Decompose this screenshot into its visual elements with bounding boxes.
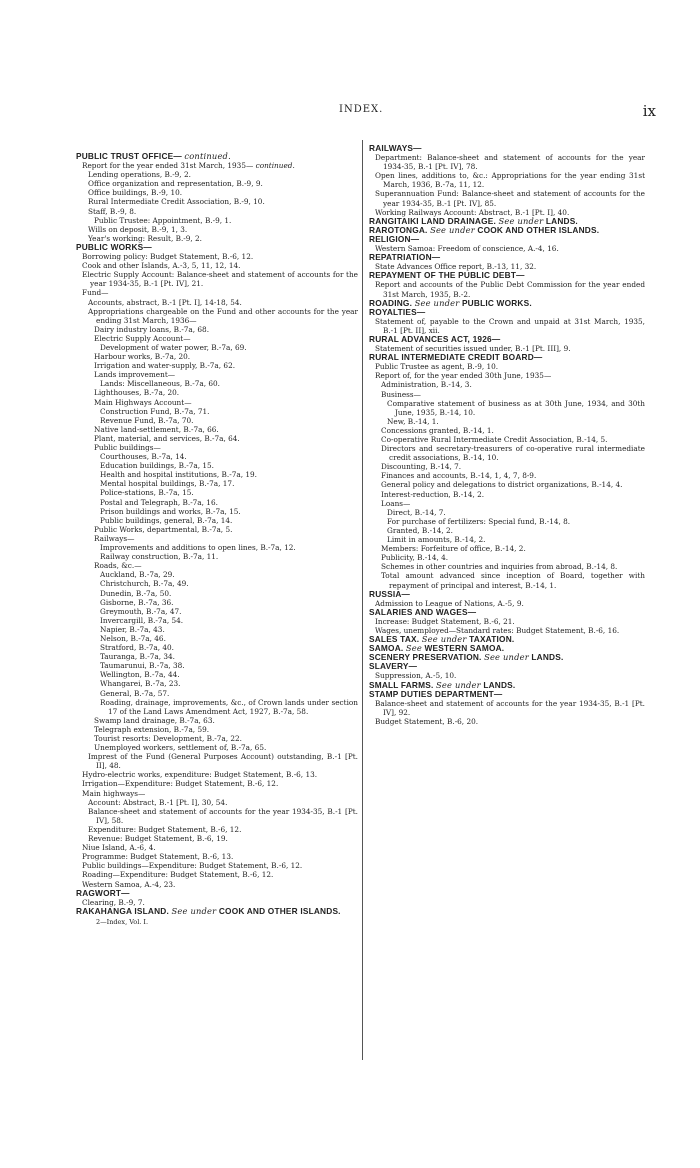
entry-text: Total amount advanced since inception of Board, together with repayment of principal and interest, B.-14, 1. (381, 571, 645, 590)
index-entry (76, 188, 358, 197)
see-reference-label: See under (484, 652, 529, 663)
index-entry (76, 852, 358, 861)
index-entry (76, 270, 358, 288)
entry-text: Office buildings, B.-9, 10. (88, 188, 183, 198)
entry-text: Comparative statement of business as at 30th June, 1934, and 30th June, 1935, B.-14, 10. (387, 398, 645, 417)
cross-reference: COOK AND OTHER ISLANDS. (218, 905, 341, 916)
entry-text: SCENERY PRESERVATION. (369, 652, 482, 663)
index-entry (76, 507, 358, 516)
entry-text: RURAL ADVANCES ACT, 1926— (369, 333, 501, 344)
entry-text: Report for the year ended 31st March, 1935— (82, 161, 254, 171)
index-entry (369, 171, 645, 189)
index-heading (369, 144, 645, 153)
entry-text: Dairy industry loans, B.-7a, 68. (94, 324, 210, 334)
entry-text: Native land-settlement, B.-7a, 66. (94, 424, 219, 434)
index-entry (76, 589, 358, 598)
entry-text: Administration, B.-14, 3. (381, 380, 472, 390)
footer-note: 2—Index, Vol. I. (96, 917, 149, 926)
index-entry (369, 380, 645, 389)
entry-text: Wellington, B.-7a, 44. (100, 670, 180, 680)
entry-text: Telegraph extension, B.-7a, 59. (94, 724, 210, 734)
index-entry (369, 435, 645, 444)
entry-text: Dunedin, B.-7a, 50. (100, 588, 172, 598)
page-number: ix (642, 102, 656, 120)
entry-text: Public Trustee: Appointment, B.-9, 1. (94, 215, 232, 225)
index-entry (76, 579, 358, 588)
index-entry (76, 179, 358, 188)
index-entry (76, 388, 358, 397)
entry-text: Co-operative Rural Intermediate Credit Association, B.-14, 5. (381, 435, 608, 444)
entry-text: Postal and Telegraph, B.-7a, 16. (100, 497, 218, 507)
index-entry (76, 625, 358, 634)
index-heading (76, 152, 358, 161)
entry-text: RAGWORT— (76, 887, 130, 898)
index-entry (76, 452, 358, 461)
entry-text: For purchase of fertilizers: Special fund, B.-14, 8. (387, 516, 571, 526)
index-entry (76, 298, 358, 307)
index-entry (76, 661, 358, 670)
entry-text: Concessions granted, B.-14, 1. (381, 425, 494, 435)
index-entry (369, 444, 645, 462)
entry-text: Finances and accounts, B.-14, 1, 4, 7, 8-9. (381, 471, 537, 481)
index-entry (76, 443, 358, 452)
entry-text: Report of, for the year ended 30th June, 1935— (375, 371, 552, 381)
index-entry (369, 544, 645, 553)
entry-text: RAROTONGA. (369, 224, 428, 235)
entry-text: Revenue Fund, B.-7a, 70. (100, 415, 194, 425)
index-entry (76, 398, 358, 407)
index-entry (369, 417, 645, 426)
entry-text: Main Highways Account— (94, 397, 192, 407)
index-entry (76, 870, 358, 879)
entry-text: PUBLIC WORKS— (76, 241, 152, 252)
entry-text: Balance-sheet and statement of accounts for the year 1934-35, B.-1 [Pt. IV], 92. (375, 698, 645, 717)
entry-text: Public buildings—Expenditure: Budget Statement, B.-6, 12. (82, 861, 303, 871)
cross-reference: COOK AND OTHER ISLANDS. (477, 224, 600, 235)
entry-text: Lending operations, B.-9, 2. (88, 170, 191, 180)
index-entry (76, 498, 358, 507)
index-entry (369, 471, 645, 480)
index-entry (369, 426, 645, 435)
index-entry (76, 825, 358, 834)
entry-text: Superannuation Fund: Balance-sheet and statement of accounts for the year 1934-35, B.-1 [Pt. IV], 85. (375, 189, 645, 208)
page-title: INDEX. (339, 104, 384, 115)
entry-text: Rural Intermediate Credit Association, B.-9, 10. (88, 197, 265, 207)
cross-reference: LANDS. (531, 652, 564, 663)
index-entry (76, 216, 358, 225)
index-entry (369, 462, 645, 471)
index-entry (76, 752, 358, 770)
entry-text: Improvements and additions to open lines, B.-7a, 12. (100, 543, 296, 553)
index-entry (76, 643, 358, 652)
entry-text: Unemployed workers, settlement of, B.-7a, 65. (94, 743, 267, 753)
entry-text: Invercargill, B.-7a, 54. (100, 615, 184, 625)
index-entry (76, 225, 358, 234)
entry-text: Niue Island, A.-6, 4. (82, 843, 156, 853)
index-entry (76, 361, 358, 370)
index-entry (76, 425, 358, 434)
index-heading (369, 608, 645, 617)
index-entry (76, 461, 358, 470)
entry-text: Napier, B.-7a, 43. (100, 624, 165, 634)
entry-text: Report and accounts of the Public Debt Commission for the year ended 31st March, 1935, B.-2. (375, 280, 645, 299)
entry-text: Imprest of the Fund (General Purposes Account) outstanding, B.-1 [Pt. II], 48. (88, 752, 358, 771)
entry-text: PUBLIC TRUST OFFICE— (76, 151, 182, 161)
entry-text: REPAYMENT OF THE PUBLIC DEBT— (369, 270, 525, 281)
entry-text: Greymouth, B.-7a, 47. (100, 606, 182, 616)
index-heading (369, 253, 645, 262)
index-entry (76, 743, 358, 752)
index-entry (76, 488, 358, 497)
entry-text: RUSSIA— (369, 588, 411, 599)
entry-text: STAMP DUTIES DEPARTMENT— (369, 688, 503, 699)
index-entry (369, 717, 645, 726)
index-entry (369, 153, 645, 171)
see-reference-label: See under (430, 224, 475, 235)
entry-text: Swamp land drainage, B.-7a, 63. (94, 715, 215, 725)
entry-text: SLAVERY— (369, 661, 418, 672)
index-entry (76, 434, 358, 443)
entry-text: Budget Statement, B.-6, 20. (375, 716, 479, 726)
entry-text: Publicity, B.-14, 4. (381, 553, 449, 563)
entry-text: SAMOA. (369, 643, 404, 654)
entry-text: Railway construction, B.-7a, 11. (100, 552, 219, 562)
entry-text: Stratford, B.-7a, 40. (100, 643, 174, 653)
entry-text: Western Samoa, A.-4, 23. (82, 879, 176, 889)
cross-reference: WESTERN SAMOA. (424, 643, 505, 654)
index-entry (369, 189, 645, 207)
index-entry (369, 499, 645, 508)
index-entry (76, 807, 358, 825)
entry-text: Health and hospital institutions, B.-7a, 19. (100, 470, 257, 480)
index-entry (76, 470, 358, 479)
index-entry (76, 543, 358, 552)
index-heading (369, 590, 645, 599)
entry-text: Mental hospital buildings, B.-7a, 17. (100, 479, 235, 489)
index-entry (76, 770, 358, 779)
entry-text: Clearing, B.-9, 7. (82, 897, 145, 907)
index-heading (76, 243, 358, 252)
index-entry (76, 834, 358, 843)
entry-text: Directors and secretary-treasurers of co-operative rural intermediate credit associations, B.-14, 10. (381, 444, 645, 463)
index-entry (76, 525, 358, 534)
index-entry (76, 725, 358, 734)
entry-text: Roads, &c.— (94, 561, 142, 571)
entry-text: Members: Forfeiture of office, B.-14, 2. (381, 544, 526, 554)
index-entry (76, 343, 358, 352)
entry-text: Limit in amounts, B.-14, 2. (387, 535, 486, 545)
page-header (0, 80, 700, 120)
entry-text: Tauranga, B.-7a, 34. (100, 652, 175, 662)
index-entry (369, 617, 645, 626)
entry-text: Harbour works, B.-7a, 20. (94, 352, 191, 362)
index-entry (76, 779, 358, 788)
index-entry (369, 399, 645, 417)
index-heading (369, 335, 645, 344)
index-entry (76, 652, 358, 661)
entry-text: State Advances Office report, B.-13, 11, 32. (375, 262, 537, 272)
index-entry (76, 534, 358, 543)
entry-text: Loans— (381, 498, 411, 508)
see-reference-label: See under (498, 215, 544, 226)
index-entry (76, 679, 358, 688)
index-entry (369, 535, 645, 544)
index-entry (369, 553, 645, 562)
see-reference-label: See (405, 643, 423, 654)
index-entry (76, 570, 358, 579)
index-entry (369, 699, 645, 717)
index-entry (76, 607, 358, 616)
entry-text: Main highways— (82, 788, 146, 798)
entry-text: Direct, B.-14, 7. (387, 507, 446, 517)
index-entry (76, 516, 358, 525)
index-entry (76, 170, 358, 179)
entry-text: RAILWAYS— (369, 143, 422, 153)
index-heading (76, 889, 358, 898)
index-heading (369, 271, 645, 280)
entry-text: Programme: Budget Statement, B.-6, 13. (82, 852, 234, 862)
entry-text: Whangarei, B.-7a, 23. (100, 679, 181, 689)
entry-text: Irrigation and water-supply, B.-7a, 62. (94, 361, 236, 371)
entry-text: Admission to League of Nations, A.-5, 9. (375, 598, 524, 608)
entry-text: REPATRIATION— (369, 252, 441, 263)
entry-text: Roading—Expenditure: Budget Statement, B.-6, 12. (82, 870, 274, 880)
entry-text: Public Trustee as agent, B.-9, 10. (375, 362, 499, 372)
entry-text: Public Works, departmental, B.-7a, 5. (94, 524, 233, 534)
see-reference-label: See under (414, 297, 460, 308)
index-entry (369, 562, 645, 571)
entry-text: Business— (381, 389, 421, 399)
entry-text: Borrowing policy: Budget Statement, B.-6, 12. (82, 252, 254, 262)
entry-text: Christchurch, B.-7a, 49. (100, 579, 189, 589)
entry-text: Construction Fund, B.-7a, 71. (100, 406, 210, 416)
cross-reference: LANDS. (545, 215, 578, 226)
index-entry (369, 317, 645, 335)
entry-text: Education buildings, B.-7a, 15. (100, 461, 214, 471)
entry-text: General policy and delegations to district organizations, B.-14, 4. (381, 480, 623, 490)
index-entry (369, 390, 645, 399)
index-heading (369, 235, 645, 244)
entry-text: Expenditure: Budget Statement, B.-6, 12. (88, 824, 242, 834)
entry-text: Revenue: Budget Statement, B.-6, 19. (88, 834, 228, 844)
entry-text: Public buildings, general, B.-7a, 14. (100, 515, 233, 525)
entry-text: Balance-sheet and statement of accounts for the year 1934-35, B.-1 [Pt. IV], 58. (88, 806, 358, 825)
entry-text: Working Railways Account: Abstract, B.-1 [Pt. I], 40. (375, 207, 570, 217)
entry-text: General, B.-7a, 57. (100, 688, 170, 698)
entry-text: Police-stations, B.-7a, 15. (100, 488, 194, 498)
column-divider (362, 140, 363, 1060)
entry-text: Increase: Budget Statement, B.-6, 21. (375, 616, 515, 626)
entry-text: Courthouses, B.-7a, 14. (100, 452, 187, 462)
index-entry (369, 517, 645, 526)
index-entry (76, 334, 358, 343)
entry-text: Plant, material, and services, B.-7a, 64. (94, 433, 240, 443)
entry-text: Staff, B.-9, 8. (88, 206, 137, 216)
entry-text: Year's working: Result, B.-9, 2. (88, 233, 202, 243)
entry-text: RAKAHANGA ISLAND. (76, 905, 169, 916)
index-entry (76, 288, 358, 297)
entry-text: Wills on deposit, B.-9, 1, 3. (88, 224, 188, 234)
entry-text: Electric Supply Account: Balance-sheet and statement of accounts for the year 1934-35, B.-1 [Pt. IV], 21. (82, 270, 358, 289)
entry-text: Nelson, B.-7a, 46. (100, 633, 166, 643)
entry-text: Granted, B.-14, 2. (387, 525, 453, 535)
entry-text: Cook and other Islands, A.-3, 5, 11, 12, 14. (82, 261, 241, 271)
index-entry (76, 416, 358, 425)
index-entry (76, 561, 358, 570)
right-column (369, 144, 645, 726)
entry-text: Wages, unemployed—Standard rates: Budget Statement, B.-6, 16. (375, 625, 620, 635)
index-entry (76, 307, 358, 325)
entry-text: Auckland, B.-7a, 29. (100, 570, 175, 580)
entry-text: New, B.-14, 1. (387, 416, 439, 426)
index-entry (76, 325, 358, 334)
entry-text: Lands improvement— (94, 370, 176, 380)
entry-text: RANGITAIKI LAND DRAINAGE. (369, 215, 496, 226)
index-entry (369, 362, 645, 371)
index-entry (76, 197, 358, 206)
entry-text: ROYALTIES— (369, 306, 426, 317)
index-entry (76, 734, 358, 743)
index-entry (76, 789, 358, 798)
entry-text: Statement of securities issued under, B.-1 [Pt. III], 9. (375, 344, 571, 354)
entry-text: SALARIES AND WAGES— (369, 606, 477, 617)
continued-note: continued. (184, 151, 231, 161)
entry-text: Office organization and representation, B.-9, 9. (88, 179, 263, 189)
index-entry (369, 280, 645, 298)
index-entry (369, 490, 645, 499)
index-heading (369, 308, 645, 317)
index-entry (76, 352, 358, 361)
entry-text: Appropriations chargeable on the Fund and other accounts for the year ending 31st March, 1936— (88, 306, 358, 325)
entry-text: Railways— (94, 533, 135, 543)
entry-text: Roading, drainage, improvements, &c., of Crown lands under section 17 of the Land Laws Amendment Act, 1927, B.-7a, 58. (100, 697, 358, 716)
index-entry (76, 798, 358, 807)
entry-text: SALES TAX. (369, 634, 420, 645)
index-entry (76, 843, 358, 852)
index-entry (369, 371, 645, 380)
entry-text: Irrigation—Expenditure: Budget Statement, B.-6, 12. (82, 779, 279, 789)
entry-text: Development of water power, B.-7a, 69. (100, 342, 247, 352)
left-column (76, 152, 358, 927)
index-entry (76, 407, 358, 416)
index-entry (76, 634, 358, 643)
index-entry (76, 616, 358, 625)
index-entry (76, 689, 358, 698)
index-heading (369, 690, 645, 699)
entry-text: ROADING. (369, 297, 413, 308)
index-entry (76, 161, 358, 170)
entry-text: Account: Abstract, B.-1 [Pt. I], 30, 54. (88, 797, 228, 807)
entry-text: Taumarunui, B.-7a, 38. (100, 661, 185, 671)
entry-text: Electric Supply Account— (94, 333, 191, 343)
see-reference-label: See under (421, 634, 467, 645)
entry-text: Open lines, additions to, &c.: Appropriations for the year ending 31st March, 1936, B.-7a, 11, 12. (375, 171, 645, 190)
index-entry (76, 698, 358, 716)
cross-reference: LANDS. (483, 679, 516, 690)
entry-text: Lighthouses, B.-7a, 20. (94, 388, 180, 398)
entry-text: Hydro-electric works, expenditure: Budget Statement, B.-6, 13. (82, 770, 318, 780)
entry-text: Suppression, A.-5, 10. (375, 671, 457, 681)
index-entry (369, 571, 645, 589)
entry-text: Western Samoa: Freedom of conscience, A.-4, 16. (375, 244, 559, 254)
entry-text: RURAL INTERMEDIATE CREDIT BOARD— (369, 352, 543, 363)
index-heading (369, 353, 645, 362)
index-entry (76, 552, 358, 561)
entry-text: Statement of, payable to the Crown and unpaid at 31st March, 1935, B.-1 [Pt. II], xii. (375, 316, 645, 335)
cross-reference: TAXATION. (469, 634, 515, 645)
index-entry (76, 261, 358, 270)
continued-note: continued. (255, 161, 295, 171)
entry-text: SMALL FARMS. (369, 679, 434, 690)
entry-text: Schemes in other countries and inquiries from abroad, B.-14, 8. (381, 562, 618, 572)
entry-text: Lands: Miscellaneous, B.-7a, 60. (100, 379, 220, 389)
entry-text: RELIGION— (369, 233, 420, 244)
index-entry (76, 670, 358, 679)
index-entry (369, 526, 645, 535)
index-entry (76, 370, 358, 379)
index-entry (76, 861, 358, 870)
entry-text: Discounting, B.-14, 7. (381, 462, 462, 472)
entry-text: Fund— (82, 288, 109, 298)
index-entry (76, 252, 358, 261)
entry-text: Public buildings— (94, 443, 161, 452)
entry-text: Prison buildings and works, B.-7a, 15. (100, 506, 241, 516)
index-heading (369, 662, 645, 671)
index-entry (76, 716, 358, 725)
entry-text: Tourist resorts: Development, B.-7a, 22. (94, 734, 242, 743)
entry-text: Department: Balance-sheet and statement of accounts for the year 1934-35, B.-1 [Pt. IV], 78. (375, 153, 645, 172)
index-entry (369, 480, 645, 489)
index-heading (76, 907, 358, 916)
see-reference-label: See under (171, 905, 217, 916)
index-entry (76, 598, 358, 607)
see-reference-label: See under (436, 679, 481, 690)
index-entry (76, 207, 358, 216)
index-entry (369, 508, 645, 517)
entry-text: Gisborne, B.-7a, 36. (100, 597, 174, 607)
entry-text: Interest-reduction, B.-14, 2. (381, 489, 485, 499)
entry-text: Accounts, abstract, B.-1 [Pt. I], 14-18, 54. (88, 297, 242, 307)
cross-reference: PUBLIC WORKS. (461, 297, 532, 308)
index-entry (76, 379, 358, 388)
index-entry (76, 479, 358, 488)
